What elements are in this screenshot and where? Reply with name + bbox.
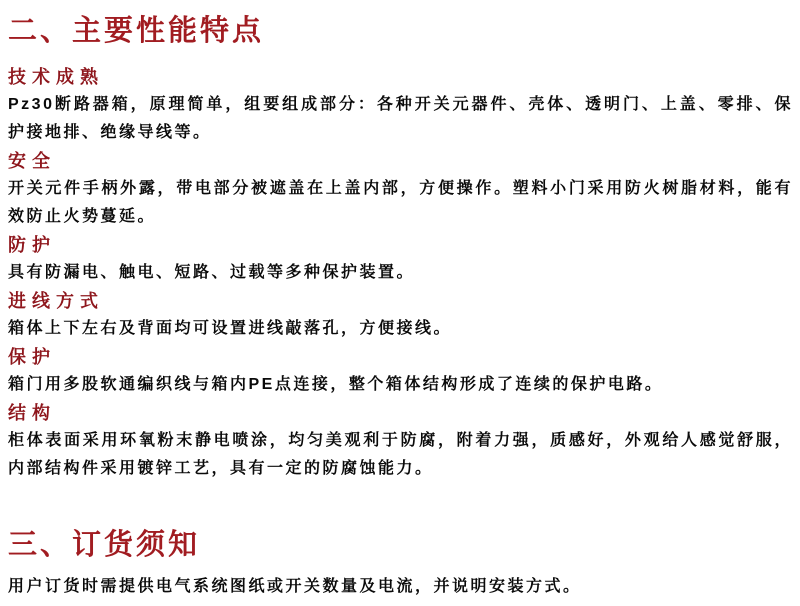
feature-body-protection-devices: 具有防漏电、触电、短路、过载等多种保护装置。 [8, 264, 416, 281]
feature-body-earthing-protection: 箱门用多股软通编织线与箱内PE点连接，整个箱体结构形成了连续的保护电路。 [8, 376, 664, 393]
feature-heading-earthing-protection: 保护 [8, 347, 56, 367]
feature-section-earthing-protection [8, 343, 793, 399]
feature-section-structure [8, 399, 793, 483]
feature-body-maturity: Pz30断路器箱，原理简单，组要组成部分：各种开关元器件、壳体、透明门、上盖、零排、保护接地排、绝缘导线等。 [8, 96, 793, 141]
feature-section-protection-devices [8, 231, 793, 287]
feature-section-safety [8, 147, 793, 231]
feature-heading-maturity: 技术成熟 [8, 67, 104, 87]
feature-body-wiring-entry: 箱体上下左右及背面均可设置进线敲落孔，方便接线。 [8, 320, 453, 337]
feature-body-structure: 柜体表面采用环氧粉末静电喷涂，均匀美观利于防腐，附着力强，质感好，外观给人感觉舒服，内部结构件采用镀锌工艺，具有一定的防腐蚀能力。 [8, 432, 793, 477]
feature-heading-wiring-entry: 进线方式 [8, 291, 104, 311]
feature-heading-safety: 安全 [8, 151, 56, 171]
feature-heading-protection-devices: 防护 [8, 235, 56, 255]
feature-section-maturity [8, 63, 793, 147]
feature-section-wiring-entry [8, 287, 793, 343]
feature-heading-structure: 结构 [8, 403, 56, 423]
section-title-ordering: 三、订货须知 [8, 529, 201, 561]
ordering-notice-body: 用户订货时需提供电气系统图纸或开关数量及电流，并说明安装方式。 [8, 578, 582, 595]
feature-body-safety: 开关元件手柄外露，带电部分被遮盖在上盖内部，方便操作。塑料小门采用防火树脂材料，能有效防止火势蔓延。 [8, 180, 793, 225]
section-title-performance: 二、主要性能特点 [8, 15, 265, 47]
